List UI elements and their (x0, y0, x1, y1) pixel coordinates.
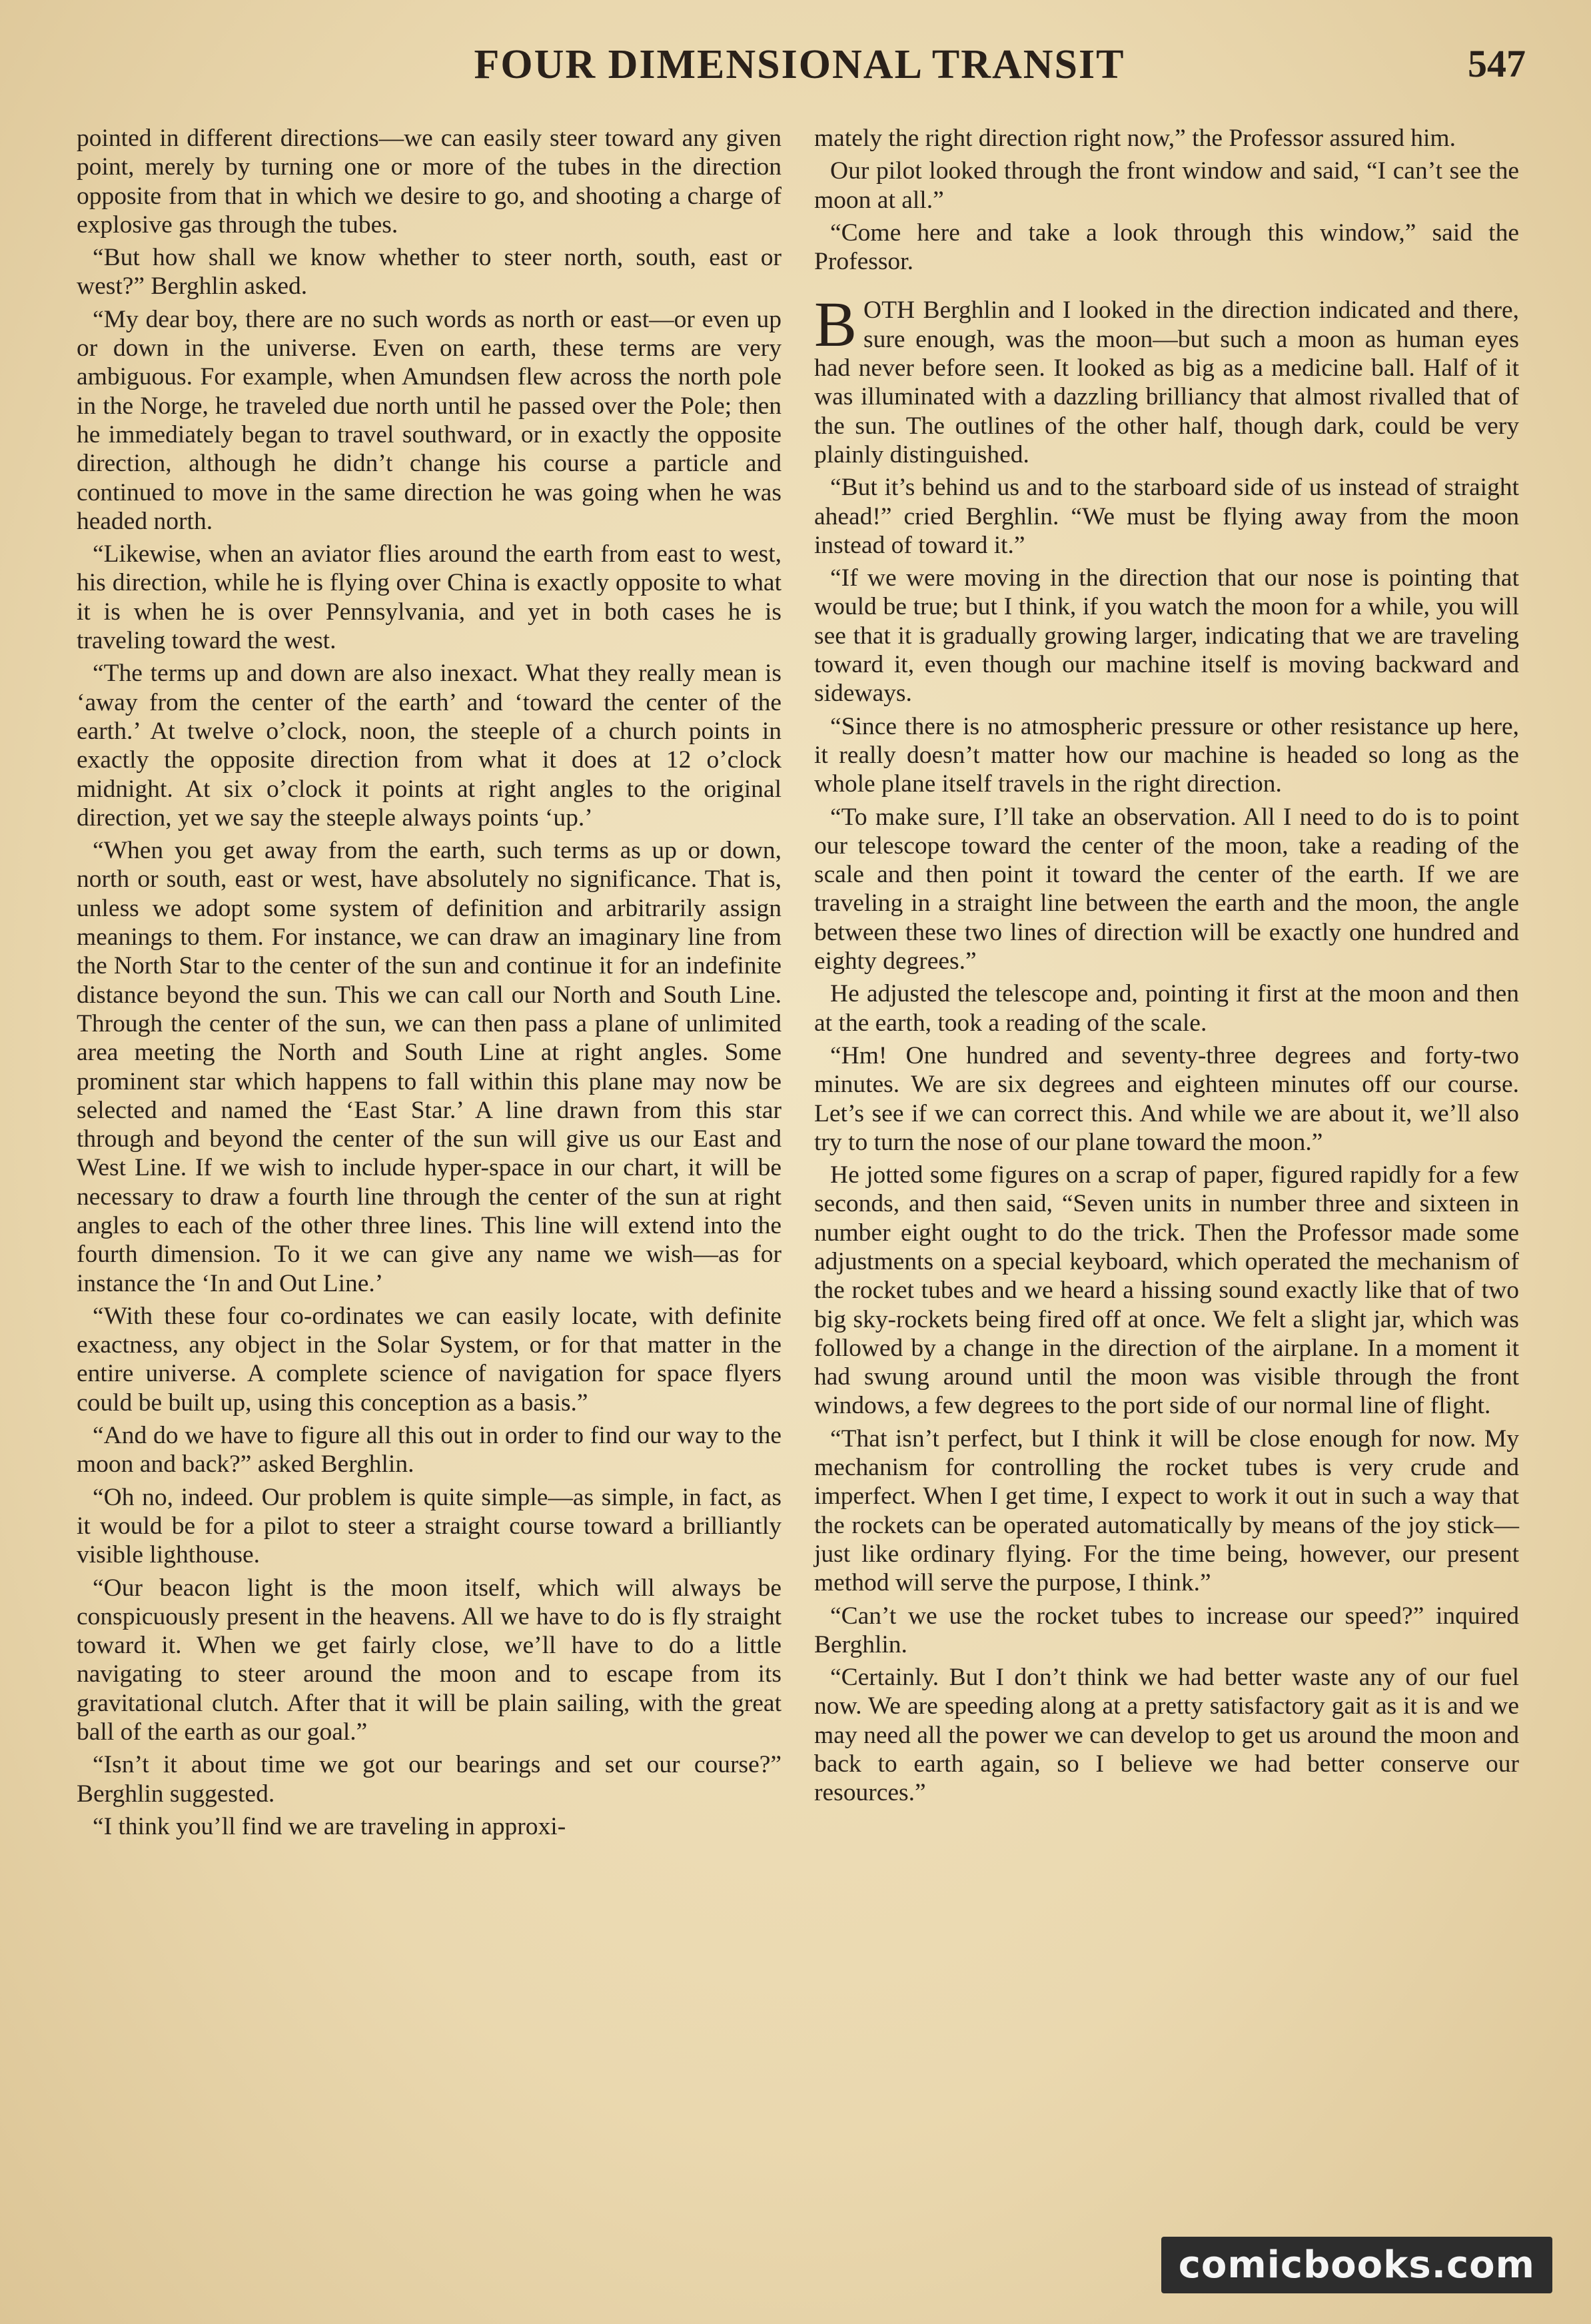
drop-cap-paragraph-text: OTH Berghlin and I looked in the direction indicated and there, sure enough, was the moon—but such a moon as human eyes had never before seen. It looked as big as a medicine ball. Half of it was illuminated with a dazzling brilliancy that almost rivalled that of the sun. The outlines of the other half, though dark, could be very plainly distinguished. (814, 296, 1519, 468)
page-number: 547 (1468, 42, 1526, 85)
paragraph: “Since there is no atmospheric pressure or other resistance up here, it really doesn’t matter how our machine is headed so long as the whole plane itself travels in the right direction. (814, 712, 1519, 798)
paragraph: “Come here and take a look through this window,” said the Professor. (814, 219, 1519, 276)
page-header (73, 41, 1526, 108)
drop-cap: B (814, 289, 857, 360)
paragraph: He jotted some figures on a scrap of paper, figured rapidly for a few seconds, and then said, “Seven units in number three and sixteen in number eight ought to do the trick. Then the Professor made some adjustments on a special keyboard, which operated the mechanism of the rocket tubes and we heard a hissing sound exactly like that of two big sky-rockets being fired off at once. We felt a slight jar, which was followed by a change in the direction of the airplane. In a moment it had swung around until the moon was visible through the front windows, a few degrees to the port side of our normal line of flight. (814, 1161, 1519, 1420)
paragraph: He adjusted the telescope and, pointing it first at the moon and then at the earth, took a reading of the scale. (814, 980, 1519, 1037)
paragraph: “And do we have to figure all this out in order to find our way to the moon and back?” asked Berghlin. (77, 1422, 782, 1478)
paragraph: mately the right direction right now,” the Professor assured him. (814, 125, 1456, 152)
paragraph: “When you get away from the earth, such terms as up or down, north or south, east or west, have absolutely no significance. That is, unless we adopt some system of definition and arbitrarily assign meanings to them. For instance, we can draw an imaginary line from the North Star to the center of the sun and continue it for an indefinite distance beyond the sun. This we can call our North and South Line. Through the center of the sun, we can then pass a plane of unlimited area meeting the North and South Line at right angles. Some prominent star which happens to fall within this plane may now be selected and named the ‘East Star.’ A line drawn from this star through and beyond the center of the sun will give us our East and West Line. If we wish to include hyper-space in our chart, it will be necessary to draw a fourth line through the center of the sun at right angles to each of the other three lines. This line will extend into the fourth dimension. To it we can give any name we wish—as for instance the ‘In and Out Line.’ (77, 837, 782, 1297)
section-opening-paragraph (814, 289, 1519, 469)
paragraph: “To make sure, I’ll take an observation. All I need to do is to point our telescope toward the center of the moon, take a reading of the scale and then point it toward the center of the earth. If we are traveling in a straight line between the earth and the moon, the angle between these two lines of direction will be exactly one hundred and eighty degrees.” (814, 803, 1519, 975)
paragraph: “Likewise, when an aviator flies around the earth from east to west, his direction, while he is flying over China is exactly opposite to what it is when he is over Pennsylvania, and yet in both cases he is traveling toward the west. (77, 540, 782, 655)
paragraph: “With these four co-ordinates we can easily locate, with definite exactness, any object in the Solar System, or for that matter in the entire universe. A complete science of navigation for space flyers could be built up, using this conception as a basis.” (77, 1302, 782, 1417)
paragraph: “Hm! One hundred and seventy-three degrees and forty-two minutes. We are six degrees and eighteen minutes off our course. Let’s see if we can correct this. And while we are about it, we’ll also try to turn the nose of our plane toward the moon.” (814, 1041, 1519, 1156)
paragraph: “My dear boy, there are no such words as north or east—or even up or down in the universe. Even on earth, these terms are very ambiguous. For example, when Amundsen flew across the north pole in the Norge, he traveled due north until he passed over the Pole; then he immediately began to travel southward, or in exactly the opposite direction, although he didn’t change his course a particle and continued to move in the same direction he was going when he was headed north. (77, 305, 782, 535)
paragraph: “Isn’t it about time we got our bearings and set our course?” Berghlin suggested. (77, 1751, 782, 1808)
paragraph: “I think you’ll find we are traveling in approxi- (93, 1812, 566, 1840)
site-watermark: comicbooks.com (1161, 2237, 1552, 2293)
paragraph: “Our beacon light is the moon itself, which will always be conspicuously present in the heavens. All we have to do is fly straight toward it. When we get fairly close, we’ll have to do a little navigating to steer around the moon and to escape from its gravitational clutch. After that it will be plain sailing, with the great ball of the earth as our goal.” (77, 1574, 782, 1746)
paragraph: “Can’t we use the rocket tubes to increase our speed?” inquired Berghlin. (814, 1602, 1519, 1658)
paragraph: “If we were moving in the direction that our nose is pointing that would be true; but I think, if you watch the moon for a while, you will see that it is gradually growing larger, indicating that we are traveling toward it, even though our machine itself is moving backward and sideways. (814, 564, 1519, 708)
paragraph: pointed in different directions—we can easily steer toward any given point, merely by turning one or more of the tubes in the direction opposite from that in which we desire to go, and shooting a charge of explosive gas through the tubes. (77, 125, 782, 239)
paragraph: “Oh no, indeed. Our problem is quite simple—as simple, in fact, as it would be for a pilot to steer a straight course toward a brilliantly visible lighthouse. (77, 1483, 782, 1569)
paragraph: “That isn’t perfect, but I think it will be close enough for now. My mechanism for controlling the rocket tubes is very crude and imperfect. When I get time, I expect to work it out in such a way that the rockets can be operated automatically by means of the joy stick—just like ordinary flying. For the time being, however, our present method will serve the purpose, I think.” (814, 1425, 1519, 1597)
paragraph: “The terms up and down are also inexact. What they really mean is ‘away from the center of the earth’ and ‘toward the center of the earth.’ At twelve o’clock, noon, the steeple of a church points in exactly the opposite direction from what it does at 12 o’clock midnight. At six o’clock it points at right angles to the original direction, yet we say the steeple always points ‘up.’ (77, 660, 782, 832)
running-title: FOUR DIMENSIONAL TRANSIT (474, 42, 1125, 87)
paragraph: “But it’s behind us and to the starboard side of us instead of straight ahead!” cried Berghlin. “We must be flying away from the moon instead of toward it.” (814, 474, 1519, 559)
paragraph: “Certainly. But I don’t think we had better waste any of our fuel now. We are speeding along at a pretty satisfactory gait as it is and we may need all the power we can develop to get us around the moon and back to earth again, so I believe we had better conserve our resources.” (814, 1664, 1519, 1807)
right-column (814, 124, 1519, 1812)
paragraph: Our pilot looked through the front window and said, “I can’t see the moon at all.” (814, 157, 1519, 214)
paragraph: “But how shall we know whether to steer north, south, east or west?” Berghlin asked. (77, 244, 782, 300)
left-column (77, 124, 782, 1845)
